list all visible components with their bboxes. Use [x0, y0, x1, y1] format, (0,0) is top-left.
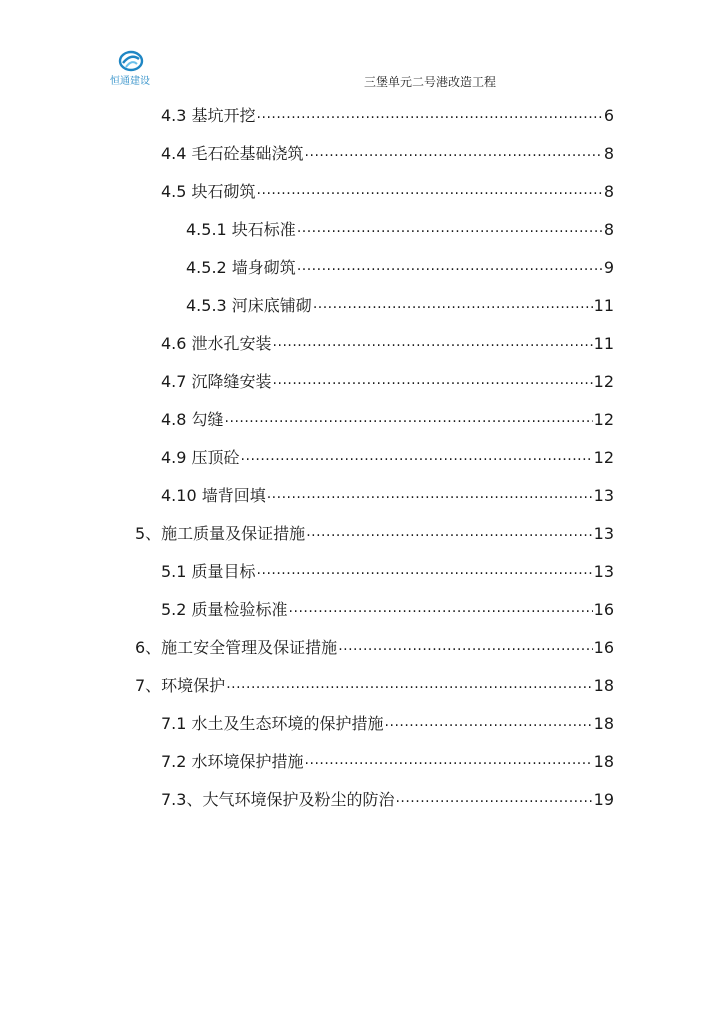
toc-entry-label: 7.1 水土及生态环境的保护措施	[161, 714, 384, 733]
toc-entry-label: 4.7 沉降缝安装	[161, 372, 272, 391]
toc-dot-leader	[226, 676, 592, 696]
toc-entry-page-number: 18	[593, 676, 614, 695]
toc-entry-page-number: 11	[593, 296, 614, 315]
toc-entry-label: 7、环境保护	[135, 676, 226, 695]
toc-entry-page-number: 8	[603, 220, 614, 239]
toc-dot-leader	[297, 258, 603, 278]
toc-dot-leader	[306, 524, 592, 544]
toc-entry[interactable]	[135, 674, 614, 696]
toc-dot-leader	[241, 448, 593, 468]
toc-entry[interactable]	[161, 598, 614, 620]
toc-entry-page-number: 18	[593, 752, 614, 771]
toc-entry[interactable]	[161, 788, 614, 810]
toc-entry-label: 4.4 毛石砼基础浇筑	[161, 144, 304, 163]
toc-dot-leader	[305, 752, 593, 772]
toc-entry-page-number: 8	[603, 144, 614, 163]
toc-entry[interactable]	[161, 484, 614, 506]
toc-entry-label: 4.6 泄水孔安装	[161, 334, 272, 353]
toc-entry-label: 7.3、大气环境保护及粉尘的防治	[161, 790, 395, 809]
toc-entry-label: 4.5 块石砌筑	[161, 182, 256, 201]
document-header-title: 三堡单元二号港改造工程	[364, 75, 497, 89]
logo-text: 恒通建设	[110, 76, 150, 87]
toc-entry[interactable]	[161, 446, 614, 468]
toc-dot-leader	[313, 296, 593, 316]
toc-entry-page-number: 8	[603, 182, 614, 201]
toc-entry-label: 4.10 墙背回填	[161, 486, 266, 505]
toc-dot-leader	[257, 562, 593, 582]
toc-entry-page-number: 12	[593, 448, 614, 467]
toc-entry-label: 5.1 质量目标	[161, 562, 256, 581]
toc-entry[interactable]	[161, 560, 614, 582]
toc-dot-leader	[289, 600, 593, 620]
toc-entry[interactable]	[161, 332, 614, 354]
toc-entry[interactable]	[161, 370, 614, 392]
toc-dot-leader	[273, 372, 593, 392]
toc-entry-label: 4.3 基坑开挖	[161, 106, 256, 125]
toc-entry[interactable]	[186, 218, 614, 240]
toc-dot-leader	[257, 106, 603, 126]
toc-entry-page-number: 13	[593, 524, 614, 543]
toc-entry[interactable]	[135, 522, 614, 544]
toc-dot-leader	[273, 334, 593, 354]
toc-entry[interactable]	[186, 294, 614, 316]
toc-entry-page-number: 12	[593, 372, 614, 391]
toc-dot-leader	[338, 638, 592, 658]
toc-entry[interactable]	[161, 180, 614, 202]
toc-entry[interactable]	[161, 142, 614, 164]
toc-entry[interactable]	[161, 712, 614, 734]
toc-entry-page-number: 18	[593, 714, 614, 733]
toc-entry-label: 4.9 压顶砼	[161, 448, 240, 467]
toc-entry-page-number: 12	[593, 410, 614, 429]
toc-entry[interactable]	[161, 104, 614, 126]
toc-entry-page-number: 6	[603, 106, 614, 125]
toc-entry-page-number: 16	[593, 600, 614, 619]
toc-dot-leader	[225, 410, 593, 430]
toc-dot-leader	[305, 144, 603, 164]
toc-dot-leader	[385, 714, 593, 734]
company-logo	[104, 50, 156, 90]
toc-entry[interactable]	[161, 408, 614, 430]
toc-entry-label: 4.5.1 块石标准	[186, 220, 296, 239]
toc-dot-leader	[395, 790, 592, 810]
toc-entry-page-number: 13	[593, 486, 614, 505]
toc-entry[interactable]	[135, 636, 614, 658]
toc-entry-label: 4.5.2 墙身砌筑	[186, 258, 296, 277]
toc-entry[interactable]	[161, 750, 614, 772]
toc-entry-label: 4.8 勾缝	[161, 410, 224, 429]
toc-dot-leader	[297, 220, 603, 240]
toc-entry-page-number: 9	[603, 258, 614, 277]
toc-entry-label: 4.5.3 河床底铺砌	[186, 296, 312, 315]
toc-entry[interactable]	[186, 256, 614, 278]
toc-entry-label: 5、施工质量及保证措施	[135, 524, 306, 543]
toc-entry-label: 6、施工安全管理及保证措施	[135, 638, 338, 657]
logo-emblem-icon	[118, 50, 144, 72]
toc-entry-label: 5.2 质量检验标准	[161, 600, 288, 619]
toc-entry-page-number: 13	[593, 562, 614, 581]
toc-dot-leader	[267, 486, 593, 506]
toc-dot-leader	[257, 182, 603, 202]
toc-entry-label: 7.2 水环境保护措施	[161, 752, 304, 771]
toc-entry-page-number: 19	[593, 790, 614, 809]
toc-entry-page-number: 11	[593, 334, 614, 353]
toc-entry-page-number: 16	[593, 638, 614, 657]
